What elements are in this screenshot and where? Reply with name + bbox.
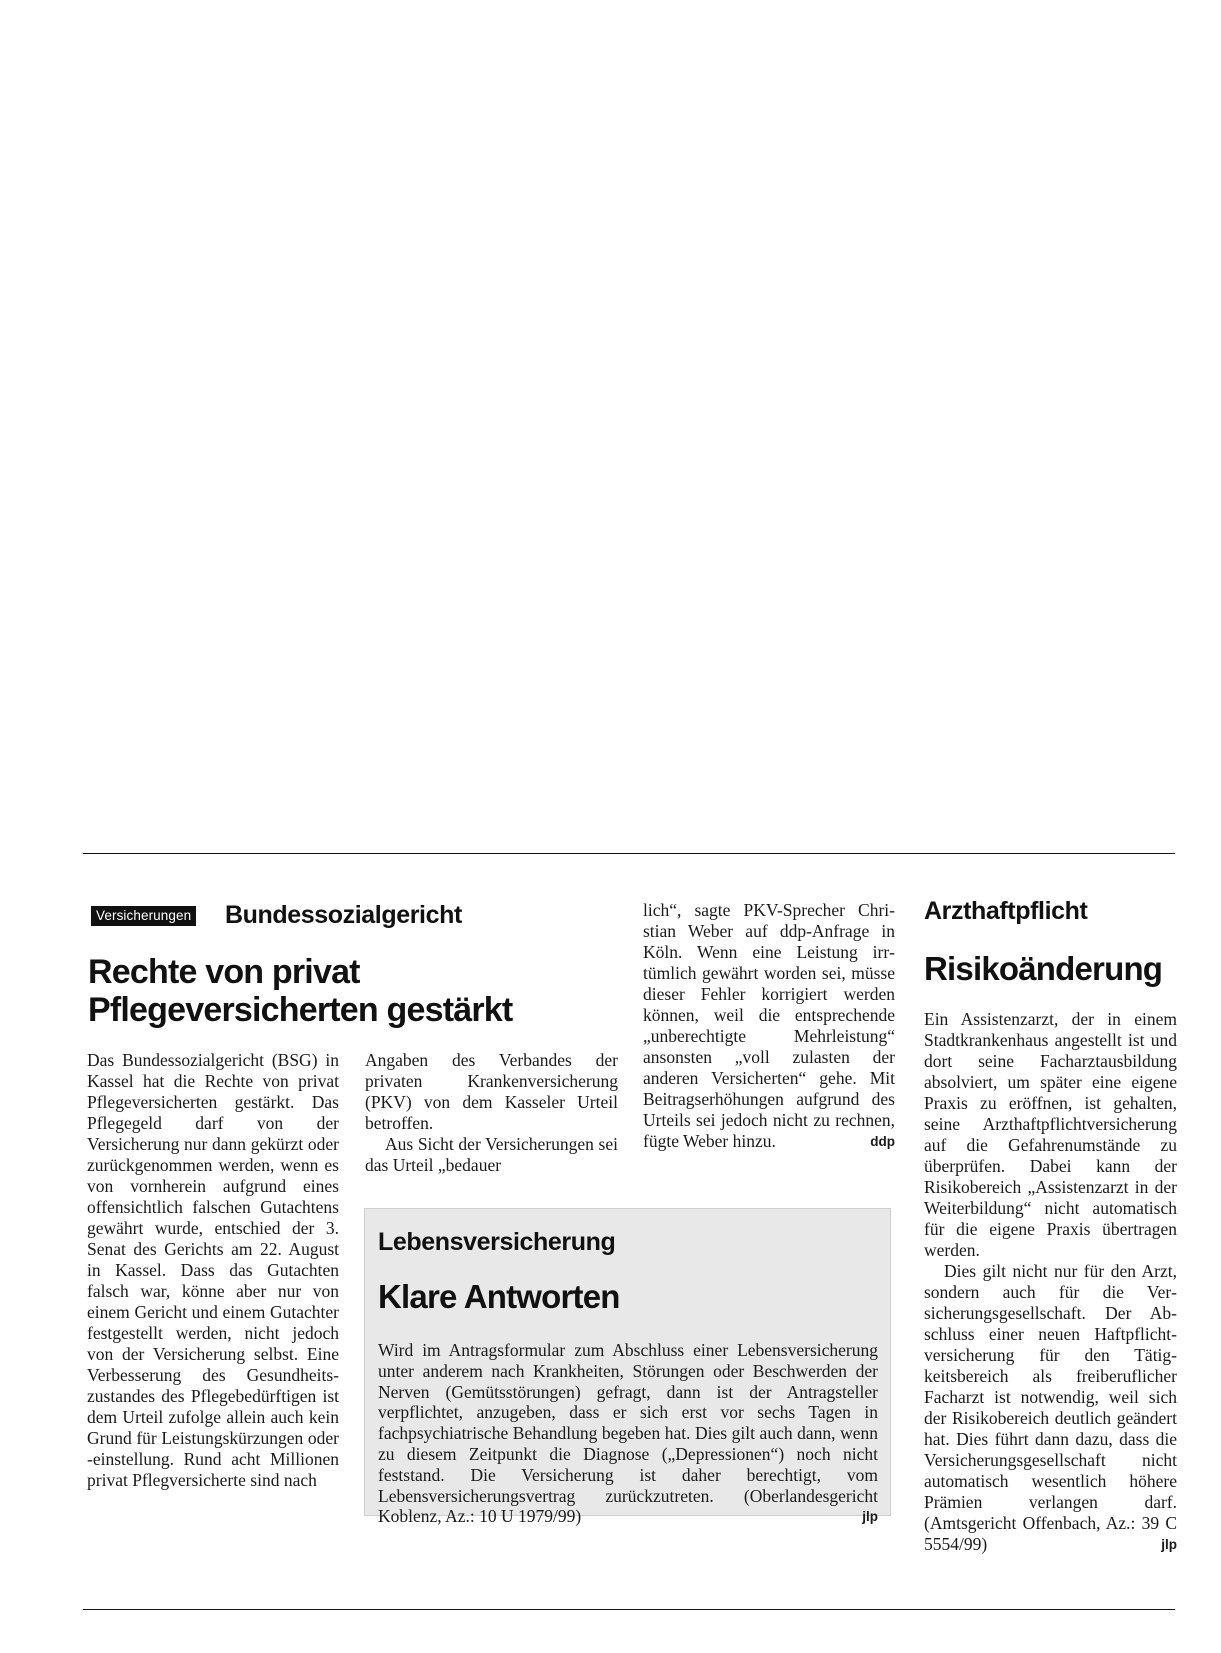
section-badge: Versicherungen xyxy=(91,906,196,926)
left-article-col2-p1: Angaben des Verbandes der privaten Krankenversicherung (PKV) von dem Kasseler Urteil betroffen. xyxy=(365,1050,618,1133)
box-article-text xyxy=(378,1340,878,1527)
right-article-p2 xyxy=(924,1261,1177,1555)
left-article-column-2 xyxy=(365,1050,618,1176)
agency-tag: jlp xyxy=(862,1509,878,1525)
boxed-article xyxy=(364,1208,891,1527)
bottom-rule xyxy=(83,1609,1175,1610)
agency-tag: jlp xyxy=(1161,1537,1177,1552)
box-article-body-text: Wird im Antragsformular zum Abschluss einer Lebensversicherung unter anderem nach Krankheiten, Störungen oder Beschwerden der Nerven (Gemütsstörungen) gefragt, dann ist der Antragsteller verpflichtet, anzugeben, dass er sich erst vor sechs Tagen in fachpsychiatrische Behandlung begeben hat. Dies gilt auch dann, wenn zu diesem Zeitpunkt die Diagnose („Depressionen“) noch nicht feststand. Die Versicherung ist daher berechtigt, vom Lebensversicherungsvertrag zurückzutreten. (Oberlandesgericht Koblenz, Az.: 10 U 1979/99) xyxy=(378,1340,878,1527)
left-article-headline xyxy=(88,953,512,1029)
left-article-column-1 xyxy=(87,1050,339,1491)
agency-tag: ddp xyxy=(870,1134,895,1149)
left-article-col2-p2: Aus Sicht der Versicherungen sei das Urteil „bedauer xyxy=(365,1134,618,1175)
right-article-p1: Ein Assistenzarzt, der in einem Stadtkrankenhaus angestellt ist und dort seine Facharztausbildung absolviert, um später eine eigene Praxis zu eröffnen, ist gehalten, seine Arzthaftpflichtversicherung auf die Gefahrenumstände zu überprüfen. Dabei kann der Risikobereich „Assistenzarzt in der Weiterbildung“ nicht automatisch für die eigene Praxis übertragen werden. xyxy=(924,1009,1177,1260)
left-article-col1-text: Das Bundessozialgericht (BSG) in Kassel hat die Rechte von privat Pflegeversicherten gestärkt. Das Pflegegeld darf von der Versicherung nur dann gekürzt oder zurückgenommen werden, wenn es von vornherein aufgrund eines offensichtlich falschen Gutachtens gewährt wurde, entschied der 3. Senat des Gerichts am 22. August in Kassel. Dass das Gutachten falsch war, könne aber nur von einem Gericht und einem Gutachter festgestellt werden, nicht jedoch von der Versicherung selbst. Eine Verbesserung des Gesundheitszustandes des Pflegebedürftigen ist dem Urteil zufolge allein auch kein Grund für Leistungskürzungen oder -einstellung. Rund acht Millionen privat Pflegversicherte sind nach xyxy=(87,1050,339,1490)
headline-line-2: Pflegeversicherten gestärkt xyxy=(88,991,513,1029)
right-article-kicker: Arzthaftpflicht xyxy=(924,897,1088,925)
box-article-kicker: Lebensversicherung xyxy=(378,1228,616,1256)
left-article-col3-text xyxy=(643,900,895,1152)
left-article-col3-body: lich“, sagte PKV-Sprecher Christian Weber auf ddp-Anfrage in Köln. Wenn eine Leistung irrtümlich gewährt worden sei, müsse dieser Fehler korrigiert werden können, weil die entsprechende „unberechtigte Mehrleistung“ ansonsten „voll zulasten der anderen Versicherten“ gehe. Mit Beitragserhöhungen aufgrund des Urteils sei jedoch nicht zu rechnen, fügte Weber hinzu. xyxy=(643,900,895,1151)
right-article-body xyxy=(924,1009,1177,1555)
box-article-body xyxy=(378,1340,878,1527)
right-article-p2-text: Dies gilt nicht nur für den Arzt, sondern auch für die Versicherungsgesellschaft. Der Abschluss einer neuen Haftpflichtversicherung für den Tätigkeitsbereich als freiberuflicher Facharzt ist notwendig, weil sich der Risikobereich deutlich geändert hat. Dies führt dann dazu, dass die Versicherungsgesellschaft nicht automatisch wesentlich höhere Prämien verlangen darf. (Amtsgericht Offenbach, Az.: 39 C 5554/99) xyxy=(924,1261,1177,1554)
right-article-headline: Risikoänderung xyxy=(924,950,1163,987)
top-rule xyxy=(83,853,1175,854)
left-article-kicker: Bundessozialgericht xyxy=(225,901,462,929)
box-article-headline: Klare Antworten xyxy=(378,1278,620,1315)
headline-line-1: Rechte von privat xyxy=(88,953,360,991)
left-article-column-3 xyxy=(643,900,895,1152)
